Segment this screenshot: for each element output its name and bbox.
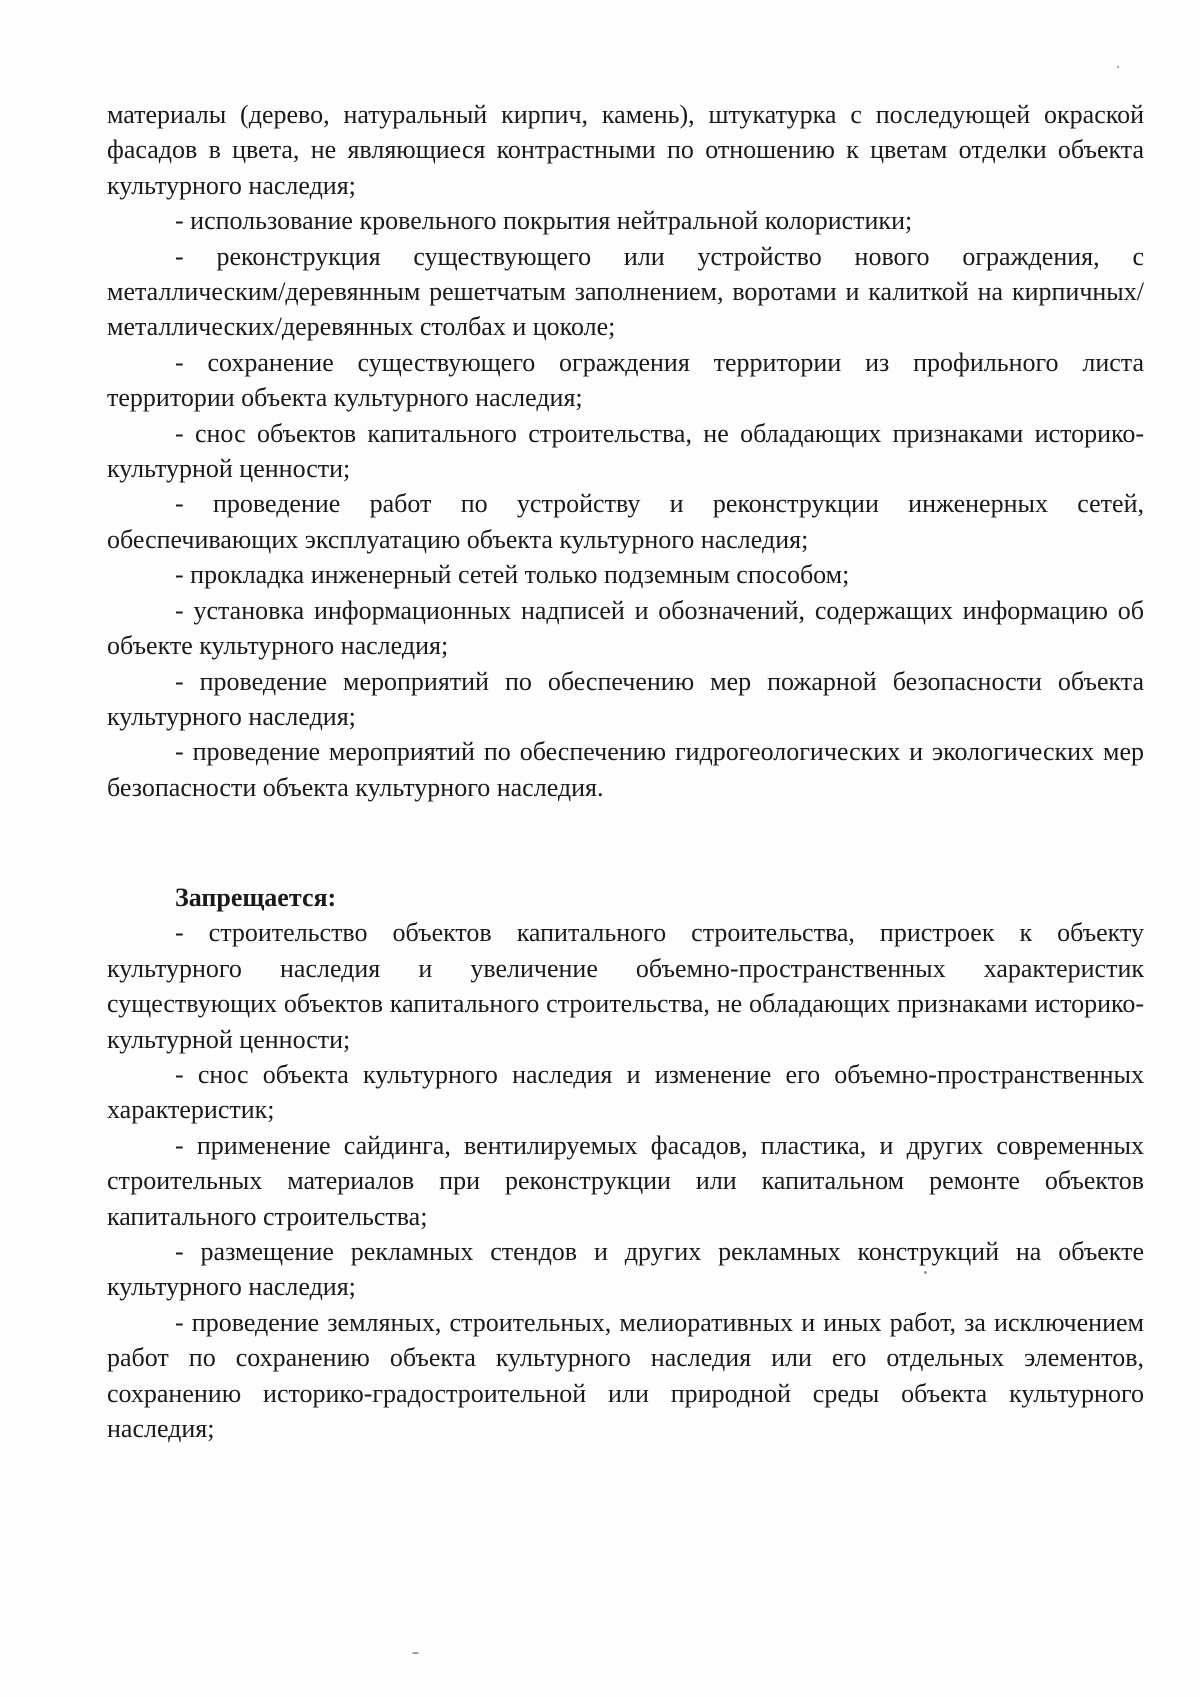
list-item: - проведение земляных, строительных, мелиоративных и иных работ, за исключением работ по сохранению объекта культурного наследия или его отдельных элементов, сохранению историко-градостроительной или природной среды объекта культурного наследия; [107, 1307, 1144, 1444]
scan-speck [1117, 66, 1119, 68]
list-item: - использование кровельного покрытия нейтральной колористики; [175, 206, 913, 236]
list-item: - применение сайдинга, вентилируемых фасадов, пластика, и других современных строительных материалов при реконструкции или капитальном ремонте объектов капитального строительства; [107, 1130, 1144, 1231]
scan-speck [412, 1652, 419, 1654]
list-item: - сохранение существующего ограждения территории из профильного листа территории объекта культурного наследия; [107, 347, 1144, 413]
section-heading-forbidden: Запрещается: [175, 883, 337, 912]
list-item: - проведение мероприятий по обеспечению гидрогеологических и экологических мер безопасности объекта культурного наследия. [107, 737, 1144, 802]
list-item: - проведение работ по устройству и реконструкции инженерных сетей, обеспечивающих эксплуатацию объекта культурного наследия; [107, 489, 1144, 554]
list-item: - реконструкция существующего или устройство нового ограждения, с металлическим/деревянным решетчатым заполнением, воротами и калиткой на кирпичных/металлических/деревянных столбах и цоколе; [107, 241, 1144, 342]
list-item: - проведение мероприятий по обеспечению мер пожарной безопасности объекта культурного наследия; [107, 666, 1144, 731]
list-item: - снос объекта культурного наследия и изменение его объемно-пространственных характеристик; [107, 1060, 1144, 1125]
list-item: - снос объектов капитального строительства, не обладающих признаками историко-культурной ценности; [107, 418, 1144, 484]
list-item: - размещение рекламных стендов и других рекламных конструкций на объекте культурного наследия; [107, 1237, 1144, 1302]
forbidden-section [107, 880, 1144, 1447]
allowed-list-continuation [107, 97, 1144, 805]
list-item: материалы (дерево, натуральный кирпич, камень), штукатурка с последующей окраской фасадов в цвета, не являющиеся контрастными по отношению к цветам отделки объекта культурного наследия; [107, 100, 1144, 200]
list-item: - строительство объектов капитального строительства, пристроек к объекту культурного наследия и увеличение объемно-пространственных характеристик существующих объектов капитального строительства, не обладающих признаками историко-культурной ценности; [107, 918, 1144, 1054]
list-item: - прокладка инженерный сетей только подземным способом; [175, 560, 850, 590]
scan-speck [924, 1271, 927, 1274]
list-item: - установка информационных надписей и обозначений, содержащих информацию об объекте культурного наследия; [107, 595, 1144, 661]
